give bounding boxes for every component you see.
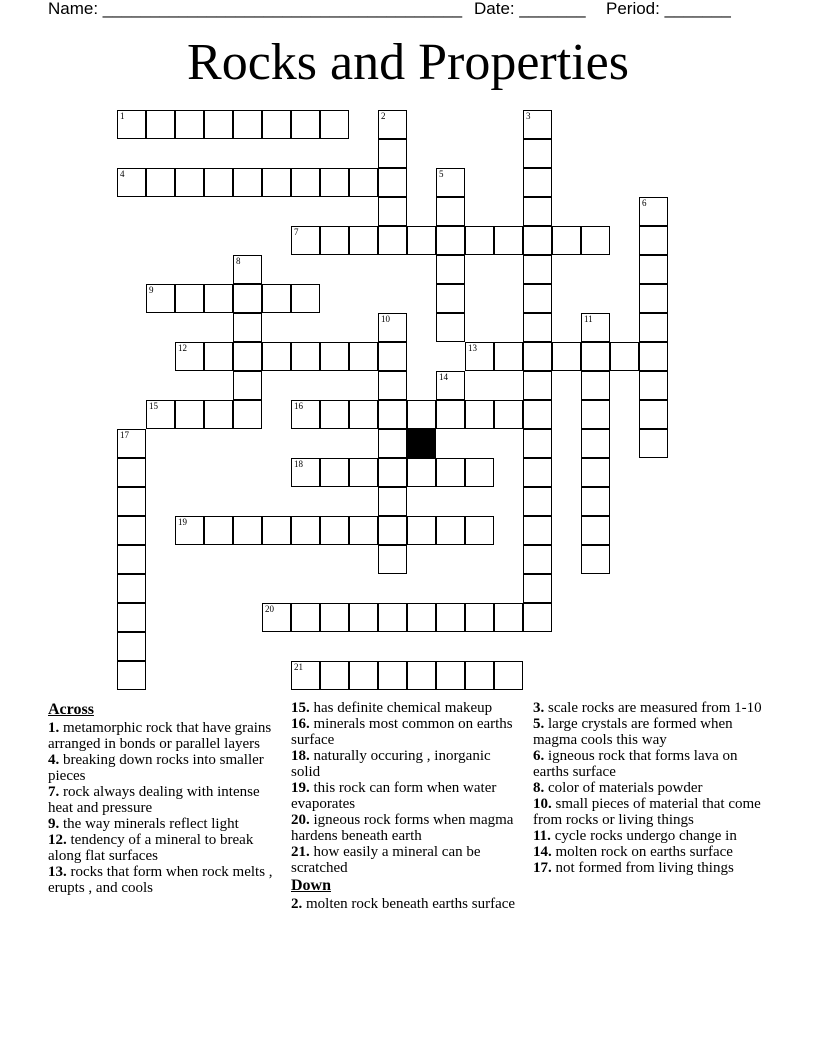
clue-text: not formed from living things — [551, 860, 734, 876]
grid-cell[interactable] — [523, 400, 552, 429]
clue-text: igneous rock forms when magma hardens beneath earth — [291, 812, 514, 844]
grid-cell[interactable] — [581, 313, 610, 342]
clue-item — [48, 720, 284, 752]
grid-cell[interactable] — [117, 487, 146, 516]
clue-number: 7 — [294, 227, 299, 237]
clue-number: 11 — [584, 314, 593, 324]
clue-number-label: 3. — [533, 700, 545, 716]
clue-number: 19 — [178, 517, 187, 527]
clue-item — [533, 828, 769, 844]
grid-cell[interactable] — [407, 458, 436, 487]
grid-cell[interactable] — [117, 516, 146, 545]
grid-cell[interactable] — [523, 458, 552, 487]
clue-text: large crystals are formed when magma cools this way — [533, 716, 733, 748]
clue-number: 20 — [265, 604, 274, 614]
grid-cell[interactable] — [320, 661, 349, 690]
clue-number-label: 6. — [533, 748, 545, 764]
grid-cell[interactable] — [552, 342, 581, 371]
grid-cell[interactable] — [639, 226, 668, 255]
grid-cell[interactable] — [378, 226, 407, 255]
clue-number-label: 7. — [48, 784, 60, 800]
clue-text: cycle rocks undergo change in — [550, 828, 737, 844]
grid-cell[interactable] — [465, 516, 494, 545]
grid-cell[interactable] — [639, 284, 668, 313]
grid-cell[interactable] — [262, 603, 291, 632]
grid-cell[interactable] — [523, 168, 552, 197]
grid-cell[interactable] — [523, 545, 552, 574]
grid-cell[interactable] — [291, 342, 320, 371]
grid-cell[interactable] — [436, 516, 465, 545]
grid-cell[interactable] — [552, 226, 581, 255]
clue-text: scale rocks are measured from 1-10 — [544, 700, 762, 716]
clue-number-label: 11. — [533, 828, 551, 844]
grid-cell[interactable] — [233, 342, 262, 371]
grid-cell[interactable] — [378, 603, 407, 632]
grid-cell[interactable] — [320, 168, 349, 197]
grid-cell[interactable] — [465, 603, 494, 632]
grid-cell[interactable] — [233, 110, 262, 139]
grid-cell[interactable] — [639, 400, 668, 429]
grid-cell[interactable] — [349, 458, 378, 487]
grid-cell[interactable] — [523, 313, 552, 342]
clue-text: this rock can form when water evaporates — [291, 780, 497, 812]
clue-text: rock always dealing with intense heat and pressure — [48, 784, 260, 816]
grid-cell[interactable] — [378, 545, 407, 574]
grid-cell[interactable] — [320, 400, 349, 429]
grid-cell[interactable] — [639, 429, 668, 458]
grid-cell[interactable] — [465, 226, 494, 255]
clue-text: naturally occuring , inorganic solid — [291, 748, 491, 780]
clue-item — [533, 796, 769, 828]
grid-cell[interactable] — [523, 516, 552, 545]
grid-cell[interactable] — [349, 226, 378, 255]
clue-number: 2 — [381, 111, 386, 121]
clue-number: 4 — [120, 169, 125, 179]
grid-cell[interactable] — [523, 429, 552, 458]
clue-number-label: 1. — [48, 720, 60, 736]
clue-text: molten rock beneath earths surface — [302, 896, 516, 912]
clue-number-label: 9. — [48, 816, 60, 832]
clue-item — [533, 780, 769, 796]
date-field-label: Date: _______ — [474, 0, 586, 18]
clue-text: metamorphic rock that have grains arranged in bonds or parallel layers — [48, 720, 272, 752]
grid-cell[interactable] — [581, 487, 610, 516]
grid-cell[interactable] — [320, 516, 349, 545]
grid-cell[interactable] — [175, 516, 204, 545]
grid-cell[interactable] — [436, 255, 465, 284]
grid-cell[interactable] — [639, 342, 668, 371]
grid-cell[interactable] — [436, 458, 465, 487]
grid-cell[interactable] — [146, 110, 175, 139]
grid-cell[interactable] — [465, 400, 494, 429]
name-field-label: Name: ______________________________________ — [48, 0, 463, 18]
grid-cell[interactable] — [581, 516, 610, 545]
grid-cell[interactable] — [378, 342, 407, 371]
clue-item — [48, 832, 284, 864]
period-field-label: Period: _______ — [606, 0, 731, 18]
grid-cell[interactable] — [436, 197, 465, 226]
grid-cell[interactable] — [233, 313, 262, 342]
clue-text: tendency of a mineral to break along flat surfaces — [48, 832, 254, 864]
grid-cell[interactable] — [523, 371, 552, 400]
grid-cell[interactable] — [349, 400, 378, 429]
grid-cell[interactable] — [204, 400, 233, 429]
grid-cell[interactable] — [146, 284, 175, 313]
grid-cell[interactable] — [378, 487, 407, 516]
grid-cell[interactable] — [436, 603, 465, 632]
clue-item — [533, 860, 769, 876]
grid-cell[interactable] — [320, 342, 349, 371]
grid-cell[interactable] — [175, 284, 204, 313]
grid-cell[interactable] — [378, 516, 407, 545]
clue-text: how easily a mineral can be scratched — [291, 844, 481, 876]
grid-cell[interactable] — [436, 371, 465, 400]
grid-cell[interactable] — [262, 110, 291, 139]
grid-cell[interactable] — [494, 603, 523, 632]
grid-cell[interactable] — [581, 371, 610, 400]
grid-cell[interactable] — [204, 342, 233, 371]
grid-cell[interactable] — [407, 516, 436, 545]
grid-cell[interactable] — [117, 632, 146, 661]
clue-item — [48, 816, 284, 832]
grid-cell[interactable] — [581, 458, 610, 487]
black-cell — [407, 429, 436, 458]
grid-cell[interactable] — [581, 429, 610, 458]
clue-number-label: 15. — [291, 700, 310, 716]
clue-item — [48, 752, 284, 784]
clue-number: 15 — [149, 401, 158, 411]
grid-cell[interactable] — [233, 255, 262, 284]
grid-cell[interactable] — [436, 661, 465, 690]
grid-cell[interactable] — [204, 168, 233, 197]
grid-cell[interactable] — [378, 168, 407, 197]
clue-item — [48, 864, 284, 896]
clue-item — [291, 812, 517, 844]
grid-cell[interactable] — [175, 168, 204, 197]
grid-cell[interactable] — [349, 342, 378, 371]
clue-number-label: 13. — [48, 864, 67, 880]
grid-cell[interactable] — [523, 197, 552, 226]
grid-cell[interactable] — [523, 255, 552, 284]
clues-column-1 — [48, 700, 284, 896]
clues-column-3 — [533, 700, 769, 876]
clue-number-label: 16. — [291, 716, 310, 732]
grid-cell[interactable] — [523, 284, 552, 313]
grid-cell[interactable] — [378, 371, 407, 400]
grid-cell[interactable] — [291, 400, 320, 429]
clue-number-label: 5. — [533, 716, 545, 732]
grid-cell[interactable] — [436, 226, 465, 255]
clue-item — [291, 780, 517, 812]
clue-number: 16 — [294, 401, 303, 411]
grid-cell[interactable] — [233, 400, 262, 429]
grid-cell[interactable] — [291, 110, 320, 139]
grid-cell[interactable] — [117, 603, 146, 632]
clue-text: small pieces of material that come from rocks or living things — [533, 796, 761, 828]
grid-cell[interactable] — [639, 313, 668, 342]
clue-item — [48, 784, 284, 816]
clue-number: 3 — [526, 111, 531, 121]
grid-cell[interactable] — [320, 110, 349, 139]
grid-cell[interactable] — [639, 371, 668, 400]
clue-text: the way minerals reflect light — [59, 816, 239, 832]
clue-number-label: 17. — [533, 860, 552, 876]
grid-cell[interactable] — [117, 458, 146, 487]
grid-cell[interactable] — [175, 110, 204, 139]
clue-number: 21 — [294, 662, 303, 672]
clue-item — [291, 896, 517, 912]
clue-text: breaking down rocks into smaller pieces — [48, 752, 264, 784]
grid-cell[interactable] — [291, 661, 320, 690]
grid-cell[interactable] — [494, 400, 523, 429]
grid-cell[interactable] — [523, 342, 552, 371]
clue-number-label: 2. — [291, 896, 303, 912]
grid-cell[interactable] — [407, 603, 436, 632]
clue-item — [291, 716, 517, 748]
grid-cell[interactable] — [639, 255, 668, 284]
grid-cell[interactable] — [436, 313, 465, 342]
clue-number-label: 21. — [291, 844, 310, 860]
grid-cell[interactable] — [436, 168, 465, 197]
clues-column-2 — [291, 700, 517, 912]
clue-number-label: 19. — [291, 780, 310, 796]
grid-cell[interactable] — [204, 284, 233, 313]
clue-item — [291, 844, 517, 876]
clue-number: 12 — [178, 343, 187, 353]
grid-cell[interactable] — [320, 458, 349, 487]
grid-cell[interactable] — [378, 313, 407, 342]
clue-number: 6 — [642, 198, 647, 208]
grid-cell[interactable] — [117, 545, 146, 574]
clue-text: has definite chemical makeup — [309, 700, 493, 716]
down-heading: Down — [291, 877, 332, 894]
clue-number: 9 — [149, 285, 154, 295]
grid-cell[interactable] — [117, 110, 146, 139]
clue-number-label: 18. — [291, 748, 310, 764]
grid-cell[interactable] — [262, 168, 291, 197]
grid-cell[interactable] — [523, 603, 552, 632]
clue-item — [533, 844, 769, 860]
clue-number-label: 12. — [48, 832, 67, 848]
grid-cell[interactable] — [378, 139, 407, 168]
grid-cell[interactable] — [233, 284, 262, 313]
grid-cell[interactable] — [494, 342, 523, 371]
grid-cell[interactable] — [494, 661, 523, 690]
grid-cell[interactable] — [175, 400, 204, 429]
clue-number-label: 14. — [533, 844, 552, 860]
grid-cell[interactable] — [465, 661, 494, 690]
grid-cell[interactable] — [233, 371, 262, 400]
grid-cell[interactable] — [581, 342, 610, 371]
grid-cell[interactable] — [349, 168, 378, 197]
grid-cell[interactable] — [436, 400, 465, 429]
clue-text: color of materials powder — [544, 780, 703, 796]
grid-cell[interactable] — [233, 516, 262, 545]
clue-number: 17 — [120, 430, 129, 440]
clue-text: rocks that form when rock melts , erupts , and cools — [48, 864, 273, 896]
page-title: Rocks and Properties — [187, 34, 629, 91]
clue-item — [533, 748, 769, 780]
grid-cell[interactable] — [378, 661, 407, 690]
grid-cell[interactable] — [204, 516, 233, 545]
grid-cell[interactable] — [378, 400, 407, 429]
grid-cell[interactable] — [320, 226, 349, 255]
clue-item — [291, 748, 517, 780]
clue-number: 1 — [120, 111, 125, 121]
grid-cell[interactable] — [436, 284, 465, 313]
grid-cell[interactable] — [117, 574, 146, 603]
grid-cell[interactable] — [465, 458, 494, 487]
clue-number: 14 — [439, 372, 448, 382]
clue-item — [533, 716, 769, 748]
across-heading: Across — [48, 701, 94, 718]
grid-cell[interactable] — [262, 284, 291, 313]
grid-cell[interactable] — [291, 284, 320, 313]
grid-cell[interactable] — [146, 400, 175, 429]
grid-cell[interactable] — [610, 342, 639, 371]
grid-cell[interactable] — [523, 110, 552, 139]
grid-cell[interactable] — [291, 226, 320, 255]
grid-cell[interactable] — [523, 139, 552, 168]
grid-cell[interactable] — [378, 110, 407, 139]
grid-cell[interactable] — [494, 226, 523, 255]
clue-number: 8 — [236, 256, 241, 266]
grid-cell[interactable] — [523, 574, 552, 603]
grid-cell[interactable] — [378, 429, 407, 458]
grid-cell[interactable] — [349, 661, 378, 690]
grid-cell[interactable] — [523, 487, 552, 516]
grid-cell[interactable] — [465, 342, 494, 371]
clue-number: 18 — [294, 459, 303, 469]
clue-number-label: 10. — [533, 796, 552, 812]
grid-cell[interactable] — [320, 603, 349, 632]
clue-number: 5 — [439, 169, 444, 179]
grid-cell[interactable] — [204, 110, 233, 139]
grid-cell[interactable] — [233, 168, 262, 197]
clue-number-label: 20. — [291, 812, 310, 828]
grid-cell[interactable] — [262, 342, 291, 371]
grid-cell[interactable] — [175, 342, 204, 371]
clue-text: igneous rock that forms lava on earths surface — [533, 748, 738, 780]
grid-cell[interactable] — [291, 516, 320, 545]
grid-cell[interactable] — [378, 197, 407, 226]
grid-cell[interactable] — [407, 400, 436, 429]
clue-number: 10 — [381, 314, 390, 324]
grid-cell[interactable] — [117, 429, 146, 458]
clue-number-label: 4. — [48, 752, 60, 768]
grid-cell[interactable] — [291, 603, 320, 632]
grid-cell[interactable] — [349, 603, 378, 632]
grid-cell[interactable] — [117, 168, 146, 197]
grid-cell[interactable] — [581, 226, 610, 255]
grid-cell[interactable] — [581, 545, 610, 574]
grid-cell[interactable] — [349, 516, 378, 545]
grid-cell[interactable] — [146, 168, 175, 197]
grid-cell[interactable] — [523, 226, 552, 255]
grid-cell[interactable] — [378, 458, 407, 487]
grid-cell[interactable] — [639, 197, 668, 226]
clue-number: 13 — [468, 343, 477, 353]
grid-cell[interactable] — [117, 661, 146, 690]
grid-cell[interactable] — [291, 458, 320, 487]
clue-item — [291, 700, 517, 716]
grid-cell[interactable] — [581, 400, 610, 429]
grid-cell[interactable] — [407, 226, 436, 255]
clue-item — [533, 700, 769, 716]
grid-cell[interactable] — [262, 516, 291, 545]
clue-number-label: 8. — [533, 780, 545, 796]
grid-cell[interactable] — [407, 661, 436, 690]
clue-text: molten rock on earths surface — [551, 844, 733, 860]
grid-cell[interactable] — [291, 168, 320, 197]
clue-text: minerals most common on earths surface — [291, 716, 513, 748]
